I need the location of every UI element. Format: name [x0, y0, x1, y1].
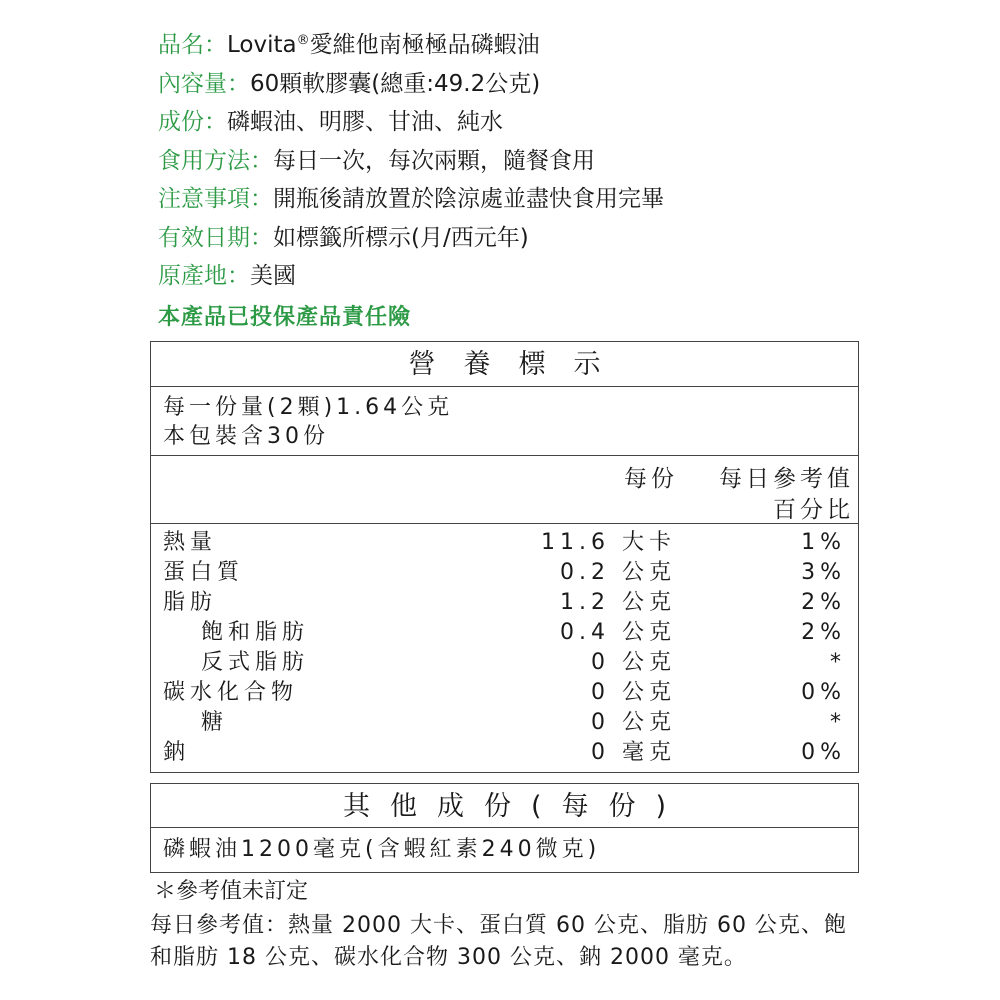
info-value: 每日一次，每次兩顆，隨餐食用 [273, 147, 595, 174]
nutrient-row-energy [151, 528, 858, 558]
other-ingredients-table [150, 783, 859, 873]
info-separator: ： [227, 70, 250, 97]
info-row-product-name [158, 26, 664, 65]
insured-notice: 本產品已投保產品責任險 [158, 305, 412, 330]
other-ingredients-content: 磷蝦油1200毫克(含蝦紅素240微克) [163, 837, 601, 862]
nutrient-daily-value: * [830, 650, 846, 675]
nutrient-amount: 0.2 公克 [560, 560, 676, 585]
other-ingredients-title: 其他成份(每份) [151, 784, 858, 828]
info-row-ingredients [158, 103, 664, 142]
daily-reference-note: 每日參考值：熱量 2000 大卡、蛋白質 60 公克、脂肪 60 公克、飽和脂肪 18 公克、碳水化合物 300 公克、鈉 2000 毫克。 [150, 913, 847, 970]
info-label: 注意事項 [158, 186, 250, 212]
info-label: 有效日期 [158, 224, 250, 251]
nutrient-amount: 0 毫克 [591, 740, 676, 765]
info-label: 成份 [158, 109, 204, 135]
nutrient-row-trans-fat [151, 648, 858, 678]
nutrient-name: 飽和脂肪 [201, 620, 310, 645]
info-separator: ： [227, 263, 250, 289]
nutrient-row-fat [151, 588, 858, 618]
nutrient-amount: 0 公克 [591, 650, 676, 675]
nutrient-row-carbohydrate [151, 678, 858, 708]
serving-info [151, 387, 858, 456]
nutrient-name: 反式脂肪 [201, 650, 310, 675]
registered-mark: ® [296, 33, 310, 48]
nutrient-daily-value: * [830, 710, 846, 735]
nutrient-amount: 0 公克 [591, 680, 676, 705]
info-separator: ： [250, 224, 273, 251]
info-value: 如標籤所標示(月/西元年) [273, 224, 529, 251]
nutrient-name: 蛋白質 [163, 560, 245, 585]
nutrient-name: 糖 [201, 710, 229, 735]
nutrient-amount: 0.4 公克 [560, 620, 676, 645]
info-value: 磷蝦油、明膠、甘油、純水 [227, 109, 503, 135]
nutrient-daily-value: 1% [801, 530, 846, 555]
info-row-origin [158, 257, 664, 296]
nutrient-row-sugar [151, 708, 858, 738]
nutrition-rows [151, 524, 858, 768]
info-value-2: 愛維他南極極品磷蝦油 [309, 32, 540, 58]
nutrient-daily-value: 2% [801, 590, 846, 615]
nutrient-row-sodium [151, 738, 858, 768]
footnote: ＊參考值未訂定 [154, 879, 309, 904]
nutrient-amount: 1.2 公克 [560, 590, 676, 615]
nutrition-facts-table [150, 341, 859, 773]
nutrient-name: 熱量 [163, 530, 218, 555]
info-separator: ： [250, 147, 273, 174]
info-row-usage [158, 142, 664, 181]
nutrient-name: 碳水化合物 [163, 680, 299, 705]
daily-value-header: 每日參考值 [719, 466, 854, 492]
info-separator: ： [204, 32, 227, 58]
info-separator: ： [250, 186, 273, 212]
nutrient-amount: 11.6 大卡 [541, 530, 676, 555]
nutrition-column-header [151, 456, 858, 524]
nutrient-row-protein [151, 558, 858, 588]
nutrition-title: 營養標示 [151, 342, 858, 387]
servings-per-pack: 本包裝含30份 [163, 424, 329, 449]
nutrient-name: 脂肪 [163, 590, 218, 615]
info-value: 開瓶後請放置於陰涼處並盡快食用完畢 [273, 186, 664, 212]
info-label: 原產地 [158, 263, 227, 289]
nutrient-daily-value: 2% [801, 620, 846, 645]
nutrient-daily-value: 0% [801, 680, 846, 705]
info-label: 品名 [158, 32, 204, 58]
info-label: 內容量 [158, 70, 227, 97]
info-row-content [158, 65, 664, 104]
info-value: 美國 [250, 263, 296, 289]
product-info [158, 26, 664, 296]
nutrient-daily-value: 3% [801, 560, 846, 585]
info-row-cautions [158, 180, 664, 219]
serving-size: 每一份量(2顆)1.64公克 [163, 395, 454, 420]
info-value: 60顆軟膠囊(總重:49.2公克) [250, 70, 541, 97]
info-label: 食用方法 [158, 147, 250, 174]
nutrient-daily-value: 0% [801, 740, 846, 765]
nutrient-row-saturated-fat [151, 618, 858, 648]
nutrient-name: 鈉 [163, 740, 191, 765]
per-serving-header: 每份 [624, 466, 678, 492]
info-separator: ： [204, 109, 227, 135]
info-row-expiry [158, 219, 664, 258]
nutrient-amount: 0 公克 [591, 710, 676, 735]
percent-header: 百分比 [773, 497, 854, 523]
info-value: Lovita [227, 32, 297, 58]
